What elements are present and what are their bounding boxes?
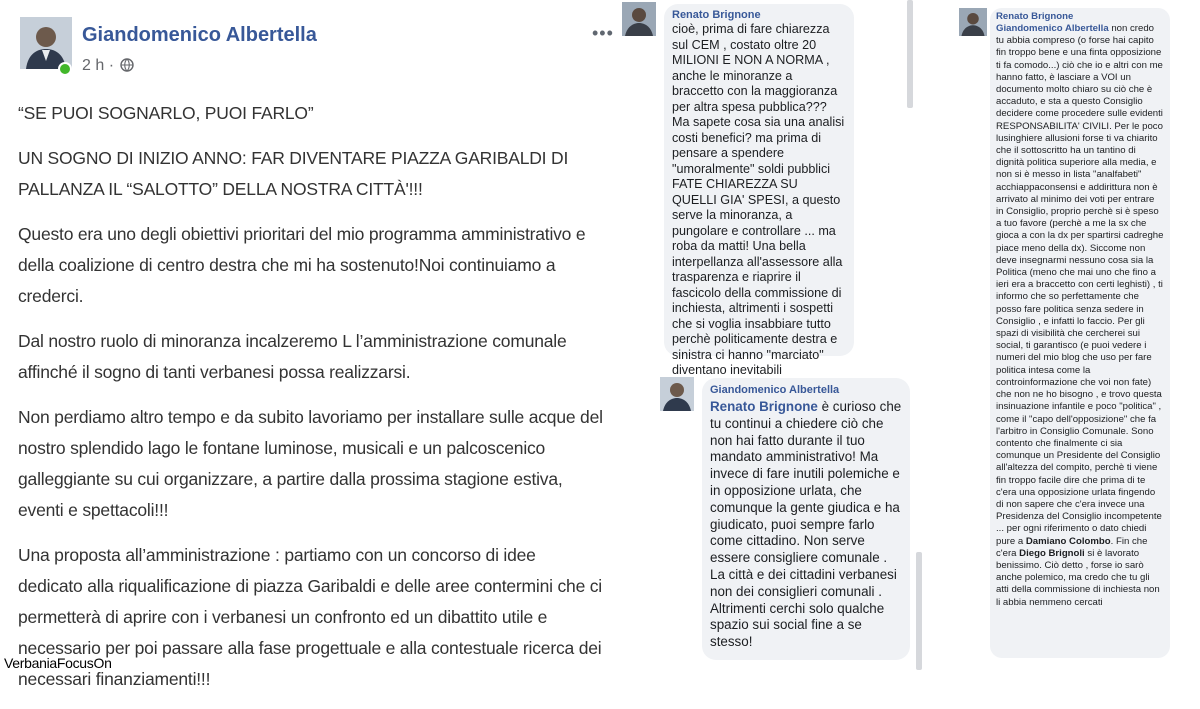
mention-bold[interactable]: Damiano Colombo <box>1025 535 1111 547</box>
commenter-avatar[interactable] <box>660 377 694 411</box>
comment-text <box>710 399 902 651</box>
post-author-name[interactable]: Giandomenico Albertella <box>82 24 317 46</box>
post-timestamp[interactable] <box>82 57 134 75</box>
post-time[interactable]: 2 h · <box>82 57 115 74</box>
mention-link[interactable]: Renato Brignone <box>710 399 818 414</box>
comment-text-body: non credo tu abbia compreso (o forse hai capito fin troppo bene e una finta opposizione ti fa comodo...) ciò che io e altri con me hanno fatto, è lasciare a VOI un documento molto chiaro su ciò che è accaduto, e sta a questo Consiglio decidere come procedere sulle evidenti RESPONSABILITA' CIVILI. Per le poco lusinghiere allusioni forse ti va chiarito che il sottoscritto ha un tantino di dignità politica superiore alla media, e non si è messo in lista "analfabeti" acchiappaconsensi e addirittura non è arrivato al minimo dei voti per entrare in Consiglio, proprio perchè si è speso a tuo favore (perchè a me la sx che gioca a con la dx per spartirsi cadreghe piace meno della dx). Siccome non deve insegnarmi nessuno cosa sia la Politica (meno che mai uno che fino a ieri era a braccetto con certi leghisti) , ti informo che so perfettamente che posso fare politica senza sedere in Consiglio , e infatti lo faccio. Per gli spazi di visibilità che cercherei sui social, ti garantisco (e puoi vedere i numeri del mio blog che uso per fare politica intesa come la controinformazione che voi non fate) che non ne ho bisogno , e trovo questa insinuazione infantile e poco "politica" , come il "capo dell'opposizione" che fa l'arbitro in Consiglio Comunale. Sono contento che finalmente ci sia comunque un Presidente del Consiglio all'altezza del compito, perchè ti viene fin troppo facile dire che prima di te c'era una opposizione urlata fingendo di non sapere che c'era invece una Presidenza del Consiglio incompetente ... per ogni riferimento o dato chiedi pure a <box>996 23 1164 547</box>
person-silhouette-icon <box>622 2 656 36</box>
comment-author[interactable]: Giandomenico Albertella <box>710 384 840 396</box>
post-paragraph: “SE PUOI SOGNARLO, PUOI FARLO” <box>18 103 314 123</box>
comment-bubble <box>990 8 1170 658</box>
commenter-avatar[interactable] <box>959 8 987 36</box>
comment-text-body: è curioso che tu continui a chiedere ciò che non hai fatto durante il tuo mandato amministrativo! Ma invece di fare inutili polemiche e in opposizione urlata, che comunque la gente giudica e ha giudicato, puoi sempre farlo come cittadino. Non serve essere consigliere comunale . La città e dei cittadini verbanesi non dei consiglieri comunali . Altrimenti cerchi solo qualche spazio sui social fine a se stesso! <box>710 399 902 650</box>
facebook-post <box>0 0 614 689</box>
comment-text-body: . Fin che c'era <box>996 535 1148 559</box>
author-avatar[interactable] <box>20 17 72 79</box>
online-status-dot <box>58 62 72 76</box>
post-paragraph: Non perdiamo altro tempo e da subito lavoriamo per installare sulle acque del nostro splendido lago le fontane luminose, musicali e un palcoscenico galleggiante su cui organizzare, a partire dalla prossima stagione estiva, eventi e spettacoli!!! <box>18 407 603 520</box>
more-options-icon[interactable]: ••• <box>592 23 614 43</box>
mention-bold[interactable]: Diego Brignoli <box>1019 547 1085 559</box>
post-paragraph: Questo era uno degli obiettivi prioritari del mio programma amministrativo e della coalizione di centro destra che mi ha sostenuto!Noi continuiamo a crederci. <box>18 224 586 306</box>
scrollbar[interactable] <box>907 0 913 108</box>
scrollbar[interactable] <box>916 552 922 670</box>
comment-bubble <box>702 378 910 660</box>
post-text <box>18 98 603 709</box>
mention-link[interactable]: Giandomenico Albertella <box>996 23 1109 34</box>
comment-text <box>996 23 1164 609</box>
person-silhouette-icon <box>660 377 694 411</box>
post-paragraph: UN SOGNO DI INIZIO ANNO: FAR DIVENTARE PIAZZA GARIBALDI DI PALLANZA IL “SALOTTO” DELLA NOSTRA CITTÀ'!!! <box>18 148 569 199</box>
comment-text-body: si è lavorato benissimo. Ciò detto , forse io sarò anche polemico, ma credo che tu gli atti della commissione di inchiesta non li abbia nemmeno cercati <box>996 547 1160 608</box>
globe-icon <box>120 58 134 75</box>
comment-author[interactable]: Renato Brignone <box>672 9 761 21</box>
post-paragraph: Una proposta all’amministrazione : partiamo con un concorso di idee dedicato alla riqualificazione di piazza Garibaldi e delle aree contermini che ci permetterà di aprire con i verbanesi un confronto ed un dibattito utile e necessario per poi passare alla fase progettuale e alla contestuale ricerca dei necessari finanziamenti!!! <box>18 545 602 689</box>
person-silhouette-icon <box>959 8 987 36</box>
watermark: VerbaniaFocusOn <box>4 655 112 671</box>
comment-text: cioè, prima di fare chiarezza sul CEM , costato oltre 20 MILIONI E NON A NORMA , anche le minoranze a braccetto con la maggioranza per altra spesa pubblica??? Ma sapete cosa sia una analisi costi benefici? ma prima di pensare a spendere "umoralmente" soldi pubblici FATE CHIAREZZA SU QUELLI GIA' SPESI, a questo serve la minoranza, a pungolare e controllare ... ma roba da matti! Una bella interpellanza all'assessore alla trasparenza e riaprire il fascicolo della commissione di inchiesta, altrimenti i sospetti che si voglia insabbiare tutto perchè politicamente destra e sinistra ci hanno "marciato" diventano inevitabili <box>672 22 845 377</box>
post-paragraph: Dal nostro ruolo di minoranza incalzeremo L l’amministrazione comunale affinché il sogno di tanti verbanesi possa realizzarsi. <box>18 331 567 382</box>
comment-author[interactable]: Renato Brignone <box>996 11 1074 22</box>
comment-bubble <box>664 4 854 377</box>
commenter-avatar[interactable] <box>622 2 656 36</box>
